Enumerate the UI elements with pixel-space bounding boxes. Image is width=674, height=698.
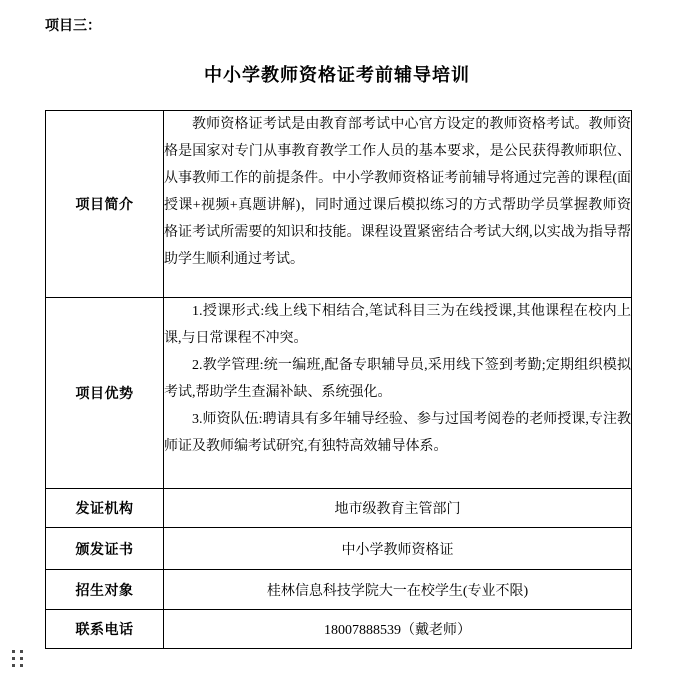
row-content-intro <box>164 111 632 298</box>
row-value-certificate: 中小学教师资格证 <box>164 528 632 570</box>
advantage-item-2: 2.教学管理:统一编班,配备专职辅导员,采用线下签到考勤;定期组织模拟考试,帮助学生查漏补缺、系统强化。 <box>164 358 631 400</box>
table-row-issuer <box>46 489 632 528</box>
intro-paragraph: 教师资格证考试是由教育部考试中心官方设定的教师资格考试。教师资格是国家对专门从事教育教学工作人员的基本要求，是公民获得教师职位、从事教师工作的前提条件。中小学教师资格证考前辅导将通过完善的课程(面授课+视频+真题讲解)，同时通过课后模拟练习的方式帮助学员掌握教师资格证考试所需要的知识和技能。课程设置紧密结合考试大纲,以实战为指导帮助学生顺利通过考试。 <box>164 117 631 267</box>
row-label-certificate: 颁发证书 <box>46 528 164 570</box>
info-table <box>45 110 632 649</box>
row-label-advantages: 项目优势 <box>46 298 164 489</box>
row-content-advantages <box>164 298 632 489</box>
row-label-audience: 招生对象 <box>46 570 164 610</box>
dots-marker-icon <box>12 650 23 668</box>
project-label: 项目三： <box>45 19 101 34</box>
row-label-phone: 联系电话 <box>46 610 164 649</box>
row-value-phone: 18007888539（戴老师） <box>164 610 632 649</box>
row-value-issuer: 地市级教育主管部门 <box>164 489 632 528</box>
page-title: 中小学教师资格证考前辅导培训 <box>204 65 470 85</box>
advantage-item-3: 3.师资队伍:聘请具有多年辅导经验、参与过国考阅卷的老师授课,专注教师证及教师编考试研究,有独特高效辅导体系。 <box>164 412 631 454</box>
row-label-issuer: 发证机构 <box>46 489 164 528</box>
table-row-audience <box>46 570 632 610</box>
advantage-item-1: 1.授课形式:线上线下相结合,笔试科目三为在线授课,其他课程在校内上课,与日常课程不冲突。 <box>164 304 631 346</box>
row-label-intro: 项目简介 <box>46 111 164 298</box>
table-row-phone <box>46 610 632 649</box>
table-row-advantages <box>46 298 632 489</box>
row-value-audience: 桂林信息科技学院大一在校学生(专业不限) <box>164 570 632 610</box>
table-row-intro <box>46 111 632 298</box>
table-row-certificate <box>46 528 632 570</box>
